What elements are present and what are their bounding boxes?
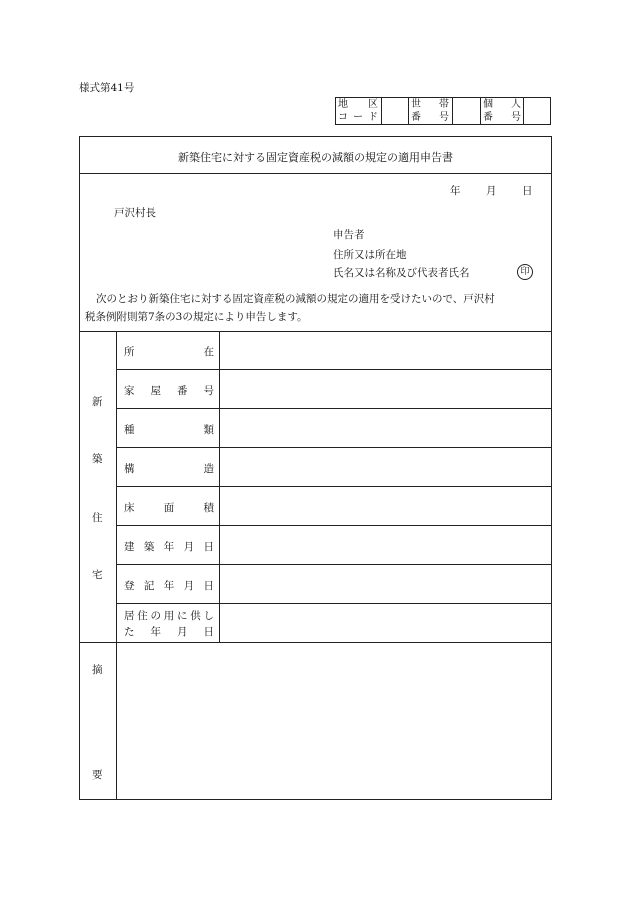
form-title: 新築住宅に対する固定資産税の減額の規定の適用申告書	[178, 151, 453, 164]
value-registration-date[interactable]	[220, 565, 551, 603]
section-label-3: 住	[92, 512, 103, 524]
household-number-input[interactable]	[453, 98, 479, 124]
application-form	[79, 136, 552, 800]
value-construction-date[interactable]	[220, 526, 551, 564]
form-number: 様式第41号	[79, 82, 135, 94]
statement-line-2: 税条例附則第7条の3の規定により申告します。	[85, 311, 308, 323]
date-year-label: 年	[450, 185, 461, 197]
applicant-name-label: 氏名又は名称及び代表者氏名	[333, 267, 470, 279]
statement-line-1: 次のとおり新築住宅に対する固定資産税の減額の規定の適用を受けたいので、戸沢村	[96, 293, 495, 305]
personal-number-label: 個 人 番 号	[483, 99, 521, 123]
summary-label-2: 要	[92, 769, 103, 781]
date-day-label: 日	[522, 185, 533, 197]
section-label-2: 築	[92, 453, 103, 465]
personal-number-input[interactable]	[524, 98, 550, 124]
district-code-input[interactable]	[382, 98, 408, 124]
row-label-residence-date-line2: た 年 月 日	[124, 626, 214, 638]
section-label-1: 新	[92, 396, 103, 408]
seal-mark: 印	[517, 264, 533, 280]
row-label-location: 所 在	[124, 346, 214, 358]
applicant-heading: 申告者	[333, 229, 365, 241]
row-label-type: 種 類	[124, 424, 214, 436]
value-type[interactable]	[220, 409, 551, 447]
household-number-label: 世 帯 番 号	[411, 99, 449, 123]
summary-label-1: 摘	[92, 664, 103, 676]
date-month-label: 月	[486, 185, 497, 197]
row-label-registration-date: 登 記 年 月 日	[124, 580, 214, 592]
row-label-construction-date: 建 築 年 月 日	[124, 541, 214, 553]
row-label-residence-date-line1: 居 住 の 用 に 供 し	[124, 610, 214, 622]
code-box	[335, 97, 551, 125]
row-label-house-number: 家 屋 番 号	[124, 385, 214, 397]
value-location[interactable]	[220, 332, 551, 369]
value-residence-date[interactable]	[220, 604, 551, 642]
value-structure[interactable]	[220, 448, 551, 486]
summary-field[interactable]	[117, 643, 551, 799]
value-house-number[interactable]	[220, 370, 551, 408]
district-code-label: 地 区 コード	[338, 99, 378, 123]
addressee: 戸沢村長	[114, 207, 156, 219]
row-label-floor-area: 床 面 積	[124, 502, 214, 514]
value-floor-area[interactable]	[220, 487, 551, 525]
applicant-address-label: 住所又は所在地	[333, 249, 407, 261]
section-label-4: 宅	[92, 569, 103, 581]
row-label-structure: 構 造	[124, 463, 214, 475]
